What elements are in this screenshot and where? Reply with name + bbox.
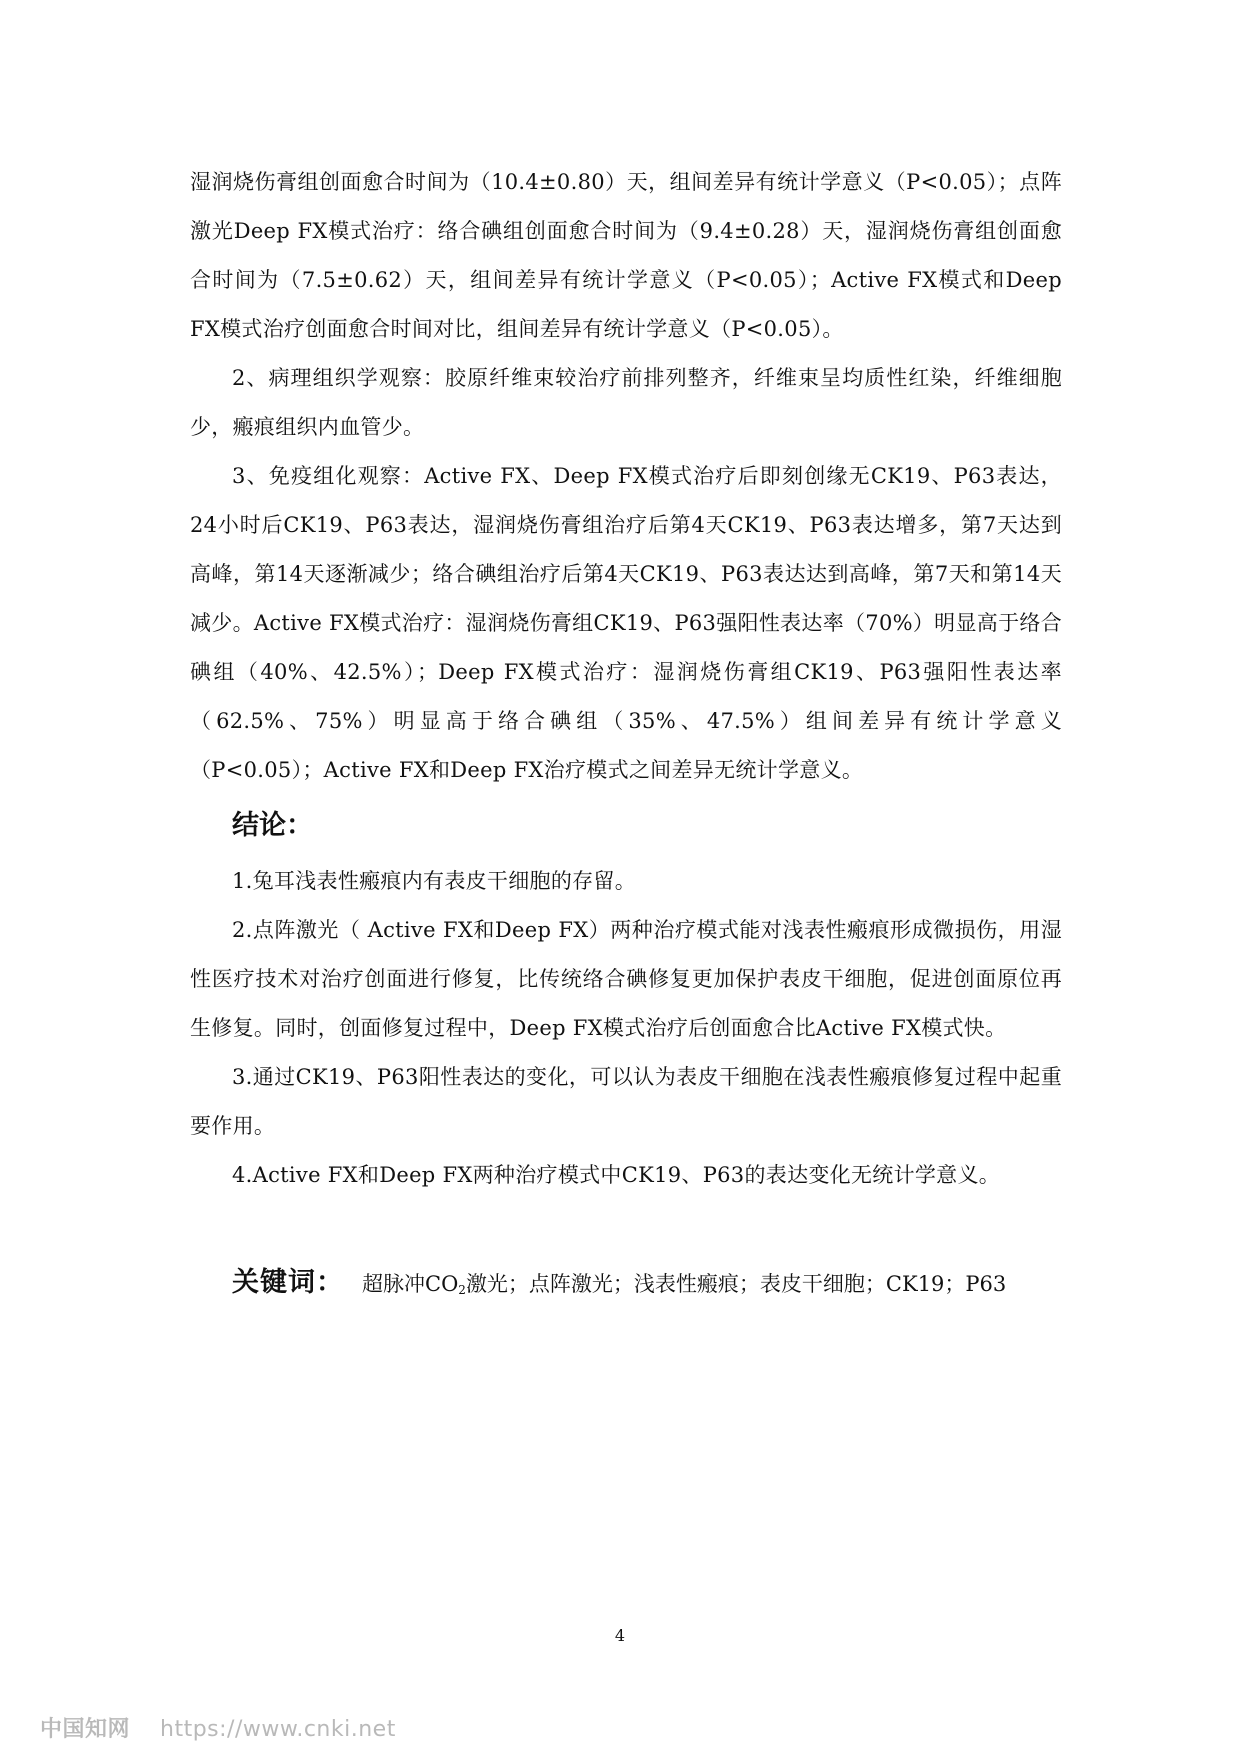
keywords-label: 关键词： <box>232 1267 344 1298</box>
paragraph-healing-time: 湿润烧伤膏组创面愈合时间为（10.4±0.80）天，组间差异有统计学意义（P<0.05）；点阵激光Deep FX模式治疗：络合碘组创面愈合时间为（9.4±0.28）天，湿润烧伤膏组创面愈合时间为（7.5±0.62）天，组间差异有统计学意义（P<0.05）；Active FX模式和Deep FX模式治疗创面愈合时间对比，组间差异有统计学意义（P<0.05）。 <box>190 170 1062 341</box>
conclusion-item-3: 3.通过CK19、P63阳性表达的变化，可以认为表皮干细胞在浅表性瘢痕修复过程中起重要作用。 <box>190 1065 1062 1138</box>
page-number: 4 <box>614 1626 626 1645</box>
conclusion-item-4: 4.Active FX和Deep FX两种治疗模式中CK19、P63的表达变化无统计学意义。 <box>232 1163 1001 1187</box>
paragraph-pathology: 2、病理组织学观察：胶原纤维束较治疗前排列整齐，纤维束呈均质性红染，纤维细胞少，瘢痕组织内血管少。 <box>190 366 1062 439</box>
cnki-watermark <box>40 1712 396 1743</box>
conclusion-item-1: 1.兔耳浅表性瘢痕内有表皮干细胞的存留。 <box>232 869 637 893</box>
watermark-url: https://www.cnki.net <box>160 1717 396 1742</box>
paragraph-immunohistochemistry: 3、免疫组化观察：Active FX、Deep FX模式治疗后即刻创缘无CK19、P63表达，24小时后CK19、P63表达，湿润烧伤膏组治疗后第4天CK19、P63表达增多，第7天达到高峰，第14天逐渐减少；络合碘组治疗后第4天CK19、P63表达达到高峰，第7天和第14天减少。Active FX模式治疗：湿润烧伤膏组CK19、P63强阳性表达率（70%）明显高于络合碘组（40%、42.5%）；Deep FX模式治疗：湿润烧伤膏组CK19、P63强阳性表达率（62.5%、75%）明显高于络合碘组（35%、47.5%）组间差异有统计学意义（P<0.05）；Active FX和Deep FX治疗模式之间差异无统计学意义。 <box>190 464 1062 782</box>
keywords <box>190 1258 1062 1315</box>
keywords-subscript: 2 <box>458 1283 466 1297</box>
page-content <box>190 158 1062 1336</box>
keywords-text-post: 激光；点阵激光；浅表性瘢痕；表皮干细胞；CK19；P63 <box>465 1272 1007 1296</box>
keywords-text <box>362 1272 1006 1296</box>
conclusion-item-2: 2.点阵激光（ Active FX和Deep FX）两种治疗模式能对浅表性瘢痕形成微损伤，用湿性医疗技术对治疗创面进行修复，比传统络合碘修复更加保护表皮干细胞，促进创面原位再生修复。同时，创面修复过程中，Deep FX模式治疗后创面愈合比Active FX模式快。 <box>190 918 1062 1040</box>
watermark-logo: 中国知网 <box>40 1717 131 1742</box>
keywords-text-pre: 超脉冲CO <box>362 1272 459 1296</box>
conclusion-heading: 结论： <box>232 810 313 841</box>
